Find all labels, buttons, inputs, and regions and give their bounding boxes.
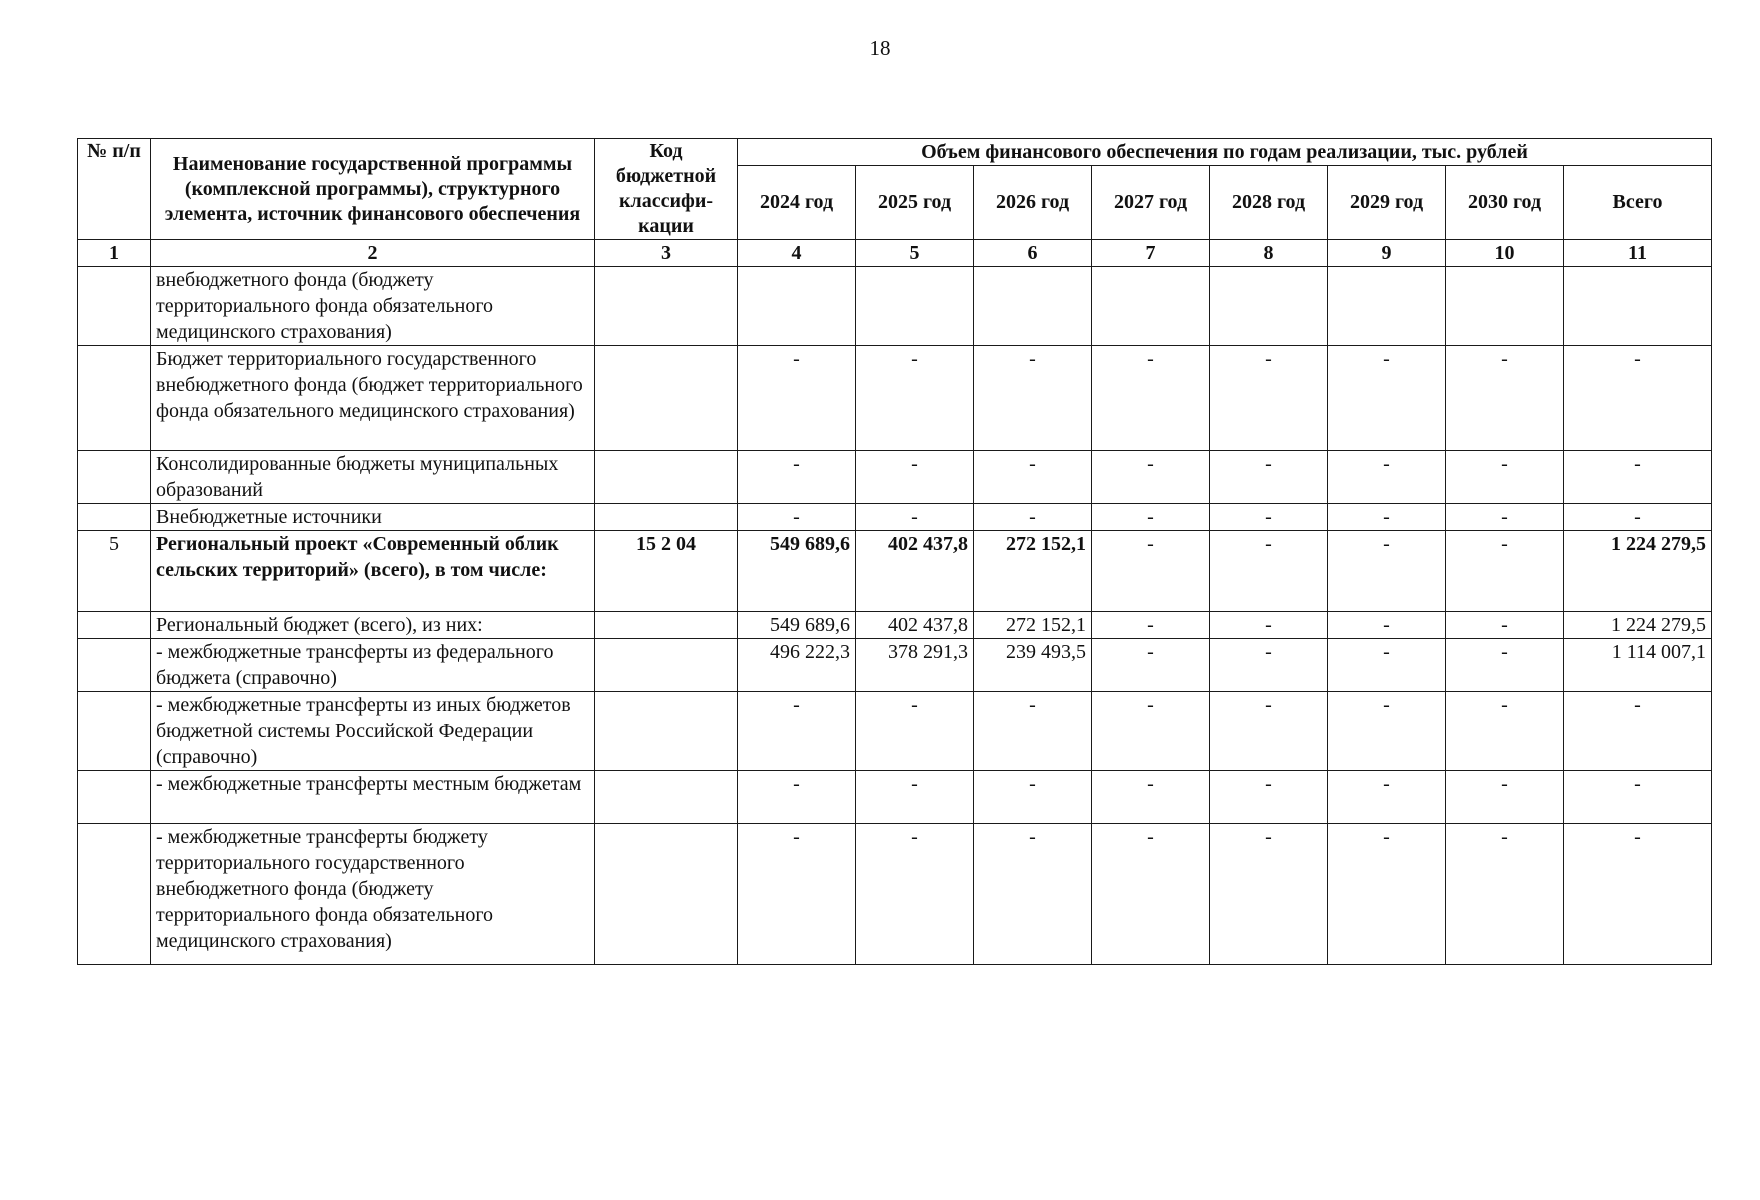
table-row bbox=[78, 639, 1712, 692]
header-total: Всего bbox=[1564, 166, 1712, 240]
row-number: 5 bbox=[78, 531, 151, 612]
row-value: - bbox=[1210, 692, 1328, 771]
header-year: 2025 год bbox=[856, 166, 974, 240]
row-code bbox=[595, 771, 738, 824]
row-number bbox=[78, 451, 151, 504]
page-number: 18 bbox=[869, 36, 891, 60]
row-value: 549 689,6 bbox=[738, 531, 856, 612]
row-code bbox=[595, 346, 738, 451]
col-number: 11 bbox=[1564, 240, 1712, 267]
row-code bbox=[595, 639, 738, 692]
header-year: 2030 год bbox=[1446, 166, 1564, 240]
financing-table bbox=[77, 138, 1712, 965]
row-value: - bbox=[738, 504, 856, 531]
row-name: Региональный проект «Современный облик сельских территорий» (всего), в том числе: bbox=[151, 531, 595, 612]
col-number: 6 bbox=[974, 240, 1092, 267]
row-value: - bbox=[1446, 639, 1564, 692]
row-code bbox=[595, 692, 738, 771]
row-total: - bbox=[1564, 692, 1712, 771]
row-value: - bbox=[1210, 612, 1328, 639]
row-name: Региональный бюджет (всего), из них: bbox=[151, 612, 595, 639]
table-body bbox=[78, 267, 1712, 965]
row-value: - bbox=[856, 346, 974, 451]
row-value: - bbox=[738, 824, 856, 965]
row-value: - bbox=[856, 771, 974, 824]
row-value: - bbox=[1210, 346, 1328, 451]
row-value: - bbox=[1092, 824, 1210, 965]
row-value: - bbox=[1210, 639, 1328, 692]
row-value bbox=[1210, 267, 1328, 346]
row-value: - bbox=[974, 824, 1092, 965]
row-value: - bbox=[738, 451, 856, 504]
row-name: внебюджетного фонда (бюджету территориального фонда обязательного медицинского страхования) bbox=[151, 267, 595, 346]
col-number: 9 bbox=[1328, 240, 1446, 267]
row-value: - bbox=[738, 346, 856, 451]
row-total: - bbox=[1564, 451, 1712, 504]
row-value: - bbox=[1328, 692, 1446, 771]
row-code: 15 2 04 bbox=[595, 531, 738, 612]
table-header bbox=[78, 139, 1712, 267]
col-number: 2 bbox=[151, 240, 595, 267]
row-total bbox=[1564, 267, 1712, 346]
row-number bbox=[78, 639, 151, 692]
col-number: 4 bbox=[738, 240, 856, 267]
header-code: Код бюджетной классифи-кации bbox=[595, 139, 738, 240]
row-value: - bbox=[1092, 504, 1210, 531]
table-row bbox=[78, 346, 1712, 451]
table-row bbox=[78, 771, 1712, 824]
row-value: - bbox=[1210, 771, 1328, 824]
row-value bbox=[1092, 267, 1210, 346]
row-number bbox=[78, 824, 151, 965]
row-value: - bbox=[1328, 451, 1446, 504]
row-value: - bbox=[856, 824, 974, 965]
row-code bbox=[595, 612, 738, 639]
row-value: 378 291,3 bbox=[856, 639, 974, 692]
row-code bbox=[595, 824, 738, 965]
row-value bbox=[974, 267, 1092, 346]
row-value: - bbox=[1446, 824, 1564, 965]
row-value: - bbox=[1092, 451, 1210, 504]
header-year: 2029 год bbox=[1328, 166, 1446, 240]
row-code bbox=[595, 267, 738, 346]
header-funding-group: Объем финансового обеспечения по годам реализации, тыс. рублей bbox=[738, 139, 1712, 166]
table-row bbox=[78, 504, 1712, 531]
row-value: - bbox=[974, 504, 1092, 531]
table-row bbox=[78, 692, 1712, 771]
row-value: - bbox=[738, 692, 856, 771]
header-year: 2028 год bbox=[1210, 166, 1328, 240]
row-value: 496 222,3 bbox=[738, 639, 856, 692]
col-number: 3 bbox=[595, 240, 738, 267]
row-value: - bbox=[1328, 346, 1446, 451]
row-value: - bbox=[1446, 346, 1564, 451]
table-row bbox=[78, 267, 1712, 346]
row-total: - bbox=[1564, 824, 1712, 965]
row-name: - межбюджетные трансферты местным бюджетам bbox=[151, 771, 595, 824]
row-value: - bbox=[974, 451, 1092, 504]
header-name: Наименование государственной программы (комплексной программы), структурного элемента, источник финансового обеспечения bbox=[151, 139, 595, 240]
header-row-col-numbers bbox=[78, 240, 1712, 267]
row-value: - bbox=[974, 692, 1092, 771]
row-value: - bbox=[1328, 824, 1446, 965]
row-value: - bbox=[1328, 639, 1446, 692]
row-value: - bbox=[738, 771, 856, 824]
row-value bbox=[856, 267, 974, 346]
row-value: - bbox=[1092, 531, 1210, 612]
header-year: 2026 год bbox=[974, 166, 1092, 240]
header-year: 2027 год bbox=[1092, 166, 1210, 240]
row-total: - bbox=[1564, 504, 1712, 531]
row-value: - bbox=[1446, 504, 1564, 531]
row-value: - bbox=[1446, 531, 1564, 612]
row-number bbox=[78, 346, 151, 451]
row-value: - bbox=[974, 346, 1092, 451]
row-value: 272 152,1 bbox=[974, 531, 1092, 612]
row-code bbox=[595, 451, 738, 504]
row-value: - bbox=[1328, 531, 1446, 612]
row-value: 549 689,6 bbox=[738, 612, 856, 639]
header-num: № п/п bbox=[78, 139, 151, 240]
row-value: - bbox=[856, 692, 974, 771]
col-number: 10 bbox=[1446, 240, 1564, 267]
header-row-1 bbox=[78, 139, 1712, 166]
row-name: Внебюджетные источники bbox=[151, 504, 595, 531]
row-name: - межбюджетные трансферты из иных бюджетов бюджетной системы Российской Федерации (справочно) bbox=[151, 692, 595, 771]
row-name: - межбюджетные трансферты из федерального бюджета (справочно) bbox=[151, 639, 595, 692]
row-value: 239 493,5 bbox=[974, 639, 1092, 692]
row-total: 1 224 279,5 bbox=[1564, 531, 1712, 612]
row-value: - bbox=[974, 771, 1092, 824]
table-row bbox=[78, 531, 1712, 612]
row-number bbox=[78, 692, 151, 771]
row-code bbox=[595, 504, 738, 531]
row-value: - bbox=[1210, 451, 1328, 504]
row-total: - bbox=[1564, 771, 1712, 824]
table-row bbox=[78, 824, 1712, 965]
row-number bbox=[78, 267, 151, 346]
row-value: 272 152,1 bbox=[974, 612, 1092, 639]
row-total: 1 224 279,5 bbox=[1564, 612, 1712, 639]
row-value: - bbox=[1092, 346, 1210, 451]
col-number: 1 bbox=[78, 240, 151, 267]
row-value: 402 437,8 bbox=[856, 612, 974, 639]
row-value bbox=[738, 267, 856, 346]
row-value: - bbox=[1210, 824, 1328, 965]
row-number bbox=[78, 612, 151, 639]
row-value: - bbox=[1446, 692, 1564, 771]
row-total: 1 114 007,1 bbox=[1564, 639, 1712, 692]
row-value: - bbox=[1210, 531, 1328, 612]
row-value: - bbox=[1210, 504, 1328, 531]
row-value: - bbox=[1446, 612, 1564, 639]
header-year: 2024 год bbox=[738, 166, 856, 240]
row-value: - bbox=[856, 451, 974, 504]
row-number bbox=[78, 504, 151, 531]
row-name: Консолидированные бюджеты муниципальных образований bbox=[151, 451, 595, 504]
row-value: 402 437,8 bbox=[856, 531, 974, 612]
row-number bbox=[78, 771, 151, 824]
row-value bbox=[1446, 267, 1564, 346]
row-value: - bbox=[1092, 612, 1210, 639]
row-value: - bbox=[1446, 451, 1564, 504]
table-row bbox=[78, 451, 1712, 504]
row-value: - bbox=[1328, 771, 1446, 824]
row-total: - bbox=[1564, 346, 1712, 451]
col-number: 5 bbox=[856, 240, 974, 267]
row-value: - bbox=[1092, 771, 1210, 824]
row-name: Бюджет территориального государственного внебюджетного фонда (бюджет территориального фонда обязательного медицинского страхования) bbox=[151, 346, 595, 451]
row-value: - bbox=[856, 504, 974, 531]
table-row bbox=[78, 612, 1712, 639]
row-value: - bbox=[1328, 612, 1446, 639]
col-number: 7 bbox=[1092, 240, 1210, 267]
row-value: - bbox=[1328, 504, 1446, 531]
row-value bbox=[1328, 267, 1446, 346]
row-value: - bbox=[1092, 692, 1210, 771]
row-value: - bbox=[1446, 771, 1564, 824]
row-name: - межбюджетные трансферты бюджету территориального государственного внебюджетного фонда (бюджету территориального фонда обязательного медицинского страхования) bbox=[151, 824, 595, 965]
col-number: 8 bbox=[1210, 240, 1328, 267]
row-value: - bbox=[1092, 639, 1210, 692]
